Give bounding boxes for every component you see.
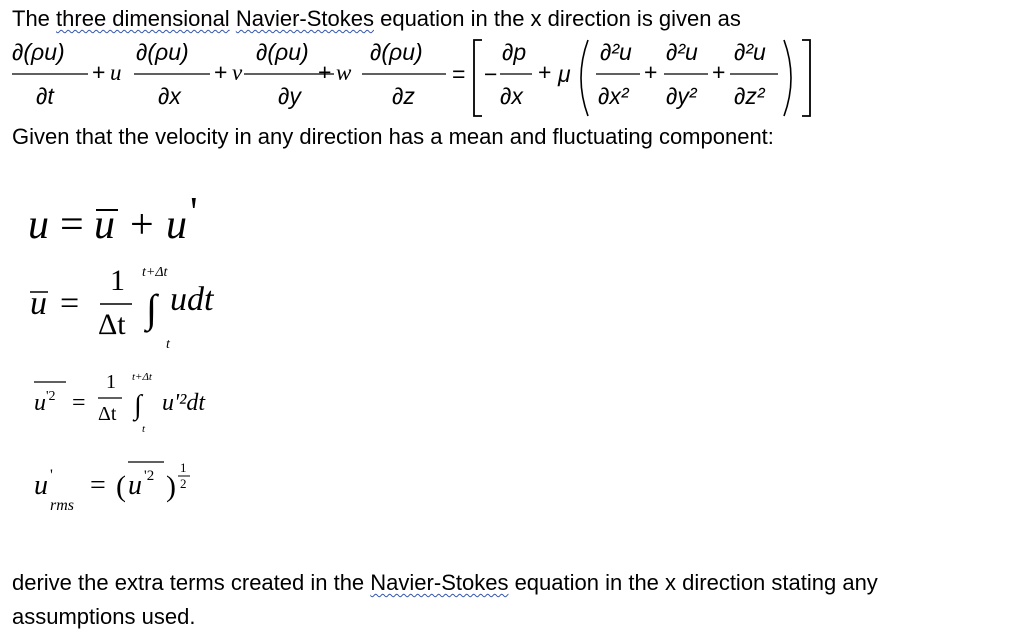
intro-line — [12, 6, 741, 32]
equation-decomposition — [20, 196, 250, 250]
closing-prefix: derive the extra terms created in the — [12, 570, 371, 595]
eq2-one: 1 — [110, 264, 125, 297]
ns-plus-2: + — [214, 59, 228, 85]
ns-plus-4: + — [538, 59, 552, 85]
equation-mean — [20, 262, 250, 352]
eq4-half-num: 1 — [180, 460, 187, 475]
eq2-equals: = — [60, 285, 80, 322]
ns-num-4: ∂(ρu) — [370, 39, 423, 65]
eq1-plus: + — [130, 202, 154, 248]
ns-minus: − — [484, 61, 498, 87]
eq3-lower-limit: t — [142, 423, 146, 435]
ns-den-x: ∂x — [158, 83, 181, 109]
ns-den-z2: ∂z² — [734, 83, 765, 109]
equation-rms — [20, 450, 250, 520]
ns-v-coef: v — [232, 60, 243, 85]
ns-den-x2: ∂x² — [598, 83, 629, 109]
eq4-rparen: ) — [166, 470, 176, 503]
ns-left-paren — [581, 40, 588, 116]
eq1-equals: = — [60, 202, 84, 248]
eq3-prime-sq: '2 — [46, 389, 56, 404]
eq3-upper-limit: t+Δt — [132, 371, 152, 383]
ns-den-z: ∂z — [392, 83, 415, 109]
intro-prefix: The — [12, 6, 57, 31]
intro-suffix: equation in the x direction is given as — [373, 6, 741, 31]
given-line: Given that the velocity in any direction has a mean and fluctuating component: — [12, 124, 774, 149]
eq3-u2dt: u'²dt — [162, 390, 205, 416]
ns-plus-3: + — [318, 59, 332, 85]
ns-den-y: ∂y — [278, 83, 301, 109]
ns-equals: = — [452, 61, 466, 87]
eq3-u: u — [34, 390, 46, 416]
ns-d2u-1: ∂²u — [600, 39, 632, 65]
equation-mean-square — [20, 366, 250, 438]
ns-d2u-2: ∂²u — [666, 39, 698, 65]
closing-spell-navier-stokes: Navier-Stokes — [370, 570, 509, 595]
ns-num-1: ∂(ρu) — [12, 39, 65, 65]
ns-plus-1: + — [92, 59, 106, 85]
ns-u-coef: u — [110, 60, 122, 85]
eq1-uprime: u — [166, 202, 187, 248]
intro-spell-navier-stokes: Navier-Stokes — [235, 6, 374, 31]
ns-mu: μ — [558, 61, 571, 87]
ns-left-bracket — [474, 40, 482, 116]
ns-num-2: ∂(ρu) — [136, 39, 189, 65]
eq2-upper-limit: t+Δt — [142, 265, 168, 280]
eq2-udt: udt — [170, 281, 214, 318]
eq2-lower-limit: t — [166, 337, 170, 352]
eq3-one: 1 — [106, 371, 116, 393]
eq4-u-inner: u — [128, 470, 142, 501]
closing-line-1 — [12, 570, 878, 596]
eq2-integral: ∫ — [146, 286, 157, 331]
ns-w-coef: w — [336, 60, 352, 85]
ns-den-t: ∂t — [36, 83, 54, 109]
eq4-u: u — [34, 470, 48, 501]
eq4-prime: ' — [50, 467, 53, 484]
eq2-delta-t: Δt — [98, 308, 126, 341]
ns-right-paren — [784, 40, 791, 116]
eq4-lparen: ( — [116, 470, 126, 503]
ns-plus-6: + — [712, 59, 726, 85]
eq4-equals: = — [90, 470, 106, 501]
ns-den-px: ∂x — [500, 83, 523, 109]
eq1-ubar: u — [94, 202, 115, 248]
ns-right-bracket — [802, 40, 810, 116]
intro-spell-three-dimensional: three dimensional — [56, 6, 230, 31]
ns-den-y2: ∂y² — [666, 83, 697, 109]
navier-stokes-equation — [0, 34, 1024, 124]
ns-d2u-3: ∂²u — [734, 39, 766, 65]
eq4-half-den: 2 — [180, 476, 187, 491]
eq4-rms: rms — [50, 497, 75, 514]
eq1-u: u — [28, 202, 49, 248]
eq1-prime: ' — [190, 196, 198, 236]
eq4-prime-sq: '2 — [144, 468, 155, 484]
closing-suffix: equation in the x direction stating any — [508, 570, 878, 595]
eq3-delta-t: Δt — [98, 403, 117, 425]
closing-line-2: assumptions used. — [12, 604, 196, 629]
eq2-ubar: u — [30, 285, 47, 322]
eq3-equals: = — [72, 390, 86, 416]
ns-plus-5: + — [644, 59, 658, 85]
ns-num-3: ∂(ρu) — [256, 39, 309, 65]
eq3-integral: ∫ — [134, 390, 142, 421]
ns-dp: ∂p — [502, 39, 527, 65]
